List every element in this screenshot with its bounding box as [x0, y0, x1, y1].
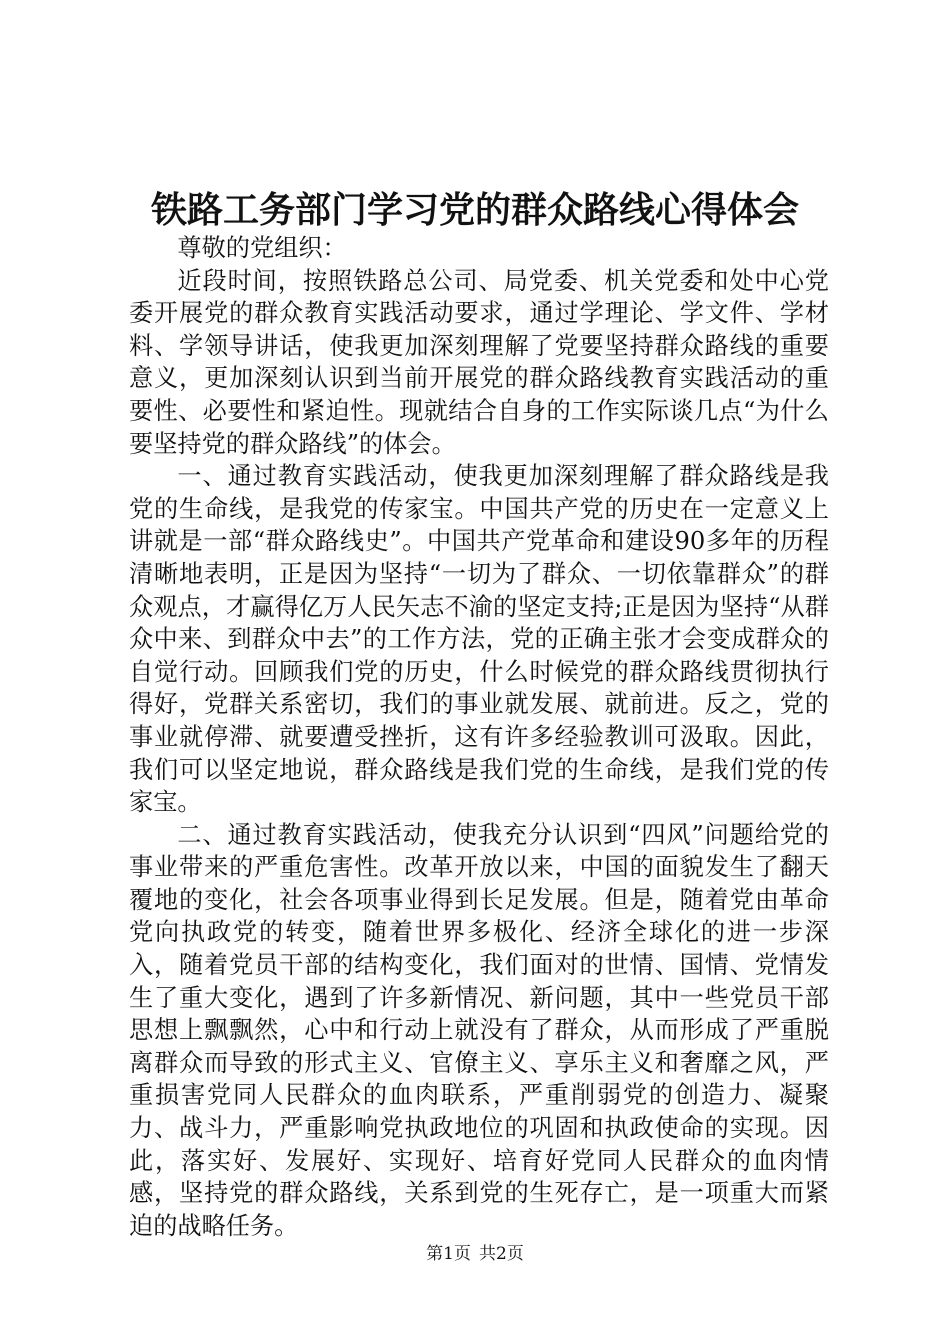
- salutation: 尊敬的党组织：: [177, 234, 347, 262]
- document-title: 铁路工务部门学习党的群众路线心得体会: [150, 189, 799, 231]
- paragraph-point-one: 一、通过教育实践活动，使我更加深刻理解了群众路线是我党的生命线，是我党的传家宝。中国共产党的历史在一定意义上讲就是一部“群众路线史”。中国共产党革命和建设90多年的历程清晰地表明，正是因为坚持“一切为了群众、一切依靠群众”的群众观点，才赢得亿万人民矢志不渝的坚定支持;正是因为坚持“从群众中来、到群众中去”的工作方法，党的正确主张才会变成群众的自觉行动。回顾我们党的历史，什么时候党的群众路线贯彻执行得好，党群关系密切，我们的事业就发展、就前进。反之，党的事业就停滞、就要遭受挫折，这有许多经验教训可汲取。因此，我们可以坚定地说，群众路线是我们党的生命线，是我们党的传家宝。: [129, 462, 829, 817]
- page-number-current: 第1页: [426, 1244, 471, 1264]
- document-body: [129, 232, 829, 1242]
- page-footer: [0, 1243, 950, 1265]
- page-number-total: 共2页: [479, 1244, 524, 1264]
- paragraph-intro: 近段时间，按照铁路总公司、局党委、机关党委和处中心党委开展党的群众教育实践活动要求，通过学理论、学文件、学材料、学领导讲话，使我更加深刻理解了党要坚持群众路线的重要意义，更加深刻认识到当前开展党的群众路线教育实践活动的重要性、必要性和紧迫性。现就结合自身的工作实际谈几点“为什么要坚持党的群众路线”的体会。: [129, 266, 829, 458]
- paragraph-point-two: 二、通过教育实践活动，使我充分认识到“四风”问题给党的事业带来的严重危害性。改革开放以来，中国的面貌发生了翻天覆地的变化，社会各项事业得到长足发展。但是，随着党由革命党向执政党的转变，随着世界多极化、经济全球化的进一步深入，随着党员干部的结构变化，我们面对的世情、国情、党情发生了重大变化，遇到了许多新情况、新问题，其中一些党员干部思想上飘飘然，心中和行动上就没有了群众，从而形成了严重脱离群众而导致的形式主义、官僚主义、享乐主义和奢靡之风，严重损害党同人民群众的血肉联系，严重削弱党的创造力、凝聚力、战斗力，严重影响党执政地位的巩固和执政使命的实现。因此，落实好、发展好、实现好、培育好党同人民群众的血肉情感，坚持党的群众路线，关系到党的生死存亡，是一项重大而紧迫的战略任务。: [129, 820, 829, 1240]
